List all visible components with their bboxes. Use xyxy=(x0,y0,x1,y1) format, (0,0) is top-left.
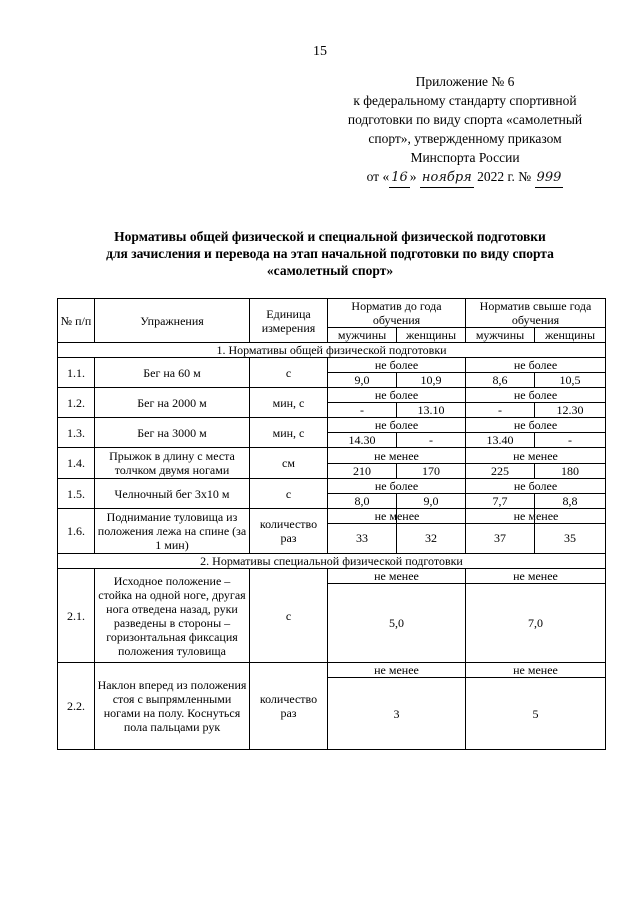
value-men: - xyxy=(328,403,397,418)
order-month: ноября xyxy=(420,168,474,188)
cell-value xyxy=(466,509,559,554)
value-women: 10,9 xyxy=(397,373,466,388)
condition-label: не менее xyxy=(328,569,466,584)
appendix-block xyxy=(330,72,600,188)
condition-label: не менее xyxy=(328,663,466,678)
order-year: 2022 г. № xyxy=(477,169,532,184)
value-men: 7,7 xyxy=(466,494,535,509)
order-number: 999 xyxy=(535,168,564,188)
condition-label: не более xyxy=(466,418,606,433)
value-men: 8,0 xyxy=(328,494,397,509)
header-women: женщины xyxy=(535,328,606,343)
condition-label: не менее xyxy=(328,509,466,524)
value-men: 14.30 xyxy=(328,433,397,448)
row-unit: количество раз xyxy=(250,509,328,554)
header-unit: Единица измерения xyxy=(250,299,328,343)
row-num: 1.4. xyxy=(58,448,95,479)
row-unit: с xyxy=(250,479,328,509)
page-number: 15 xyxy=(313,44,327,59)
value-men: 13.40 xyxy=(466,433,535,448)
value-women: 8,8 xyxy=(535,494,606,509)
value-over: 7,0 xyxy=(466,584,606,663)
row-num: 1.1. xyxy=(58,358,95,388)
title-line: «самолетный спорт» xyxy=(266,263,394,278)
condition-label: не более xyxy=(328,418,466,433)
condition-label: не менее xyxy=(466,509,606,524)
value-men: 9,0 xyxy=(328,373,397,388)
value-men: 225 xyxy=(466,464,535,479)
cell-value xyxy=(328,509,420,554)
section-title: 2. Нормативы специальной физической подготовки xyxy=(58,554,606,569)
row-exercise: Наклон вперед из положения стоя с выпрямленными ногами на полу. Коснуться пола пальцами рук xyxy=(95,663,250,750)
row-num: 1.3. xyxy=(58,418,95,448)
row-num: 1.6. xyxy=(58,509,95,554)
order-sep: » xyxy=(409,169,417,184)
appendix-line: Приложение № 6 xyxy=(415,74,515,89)
value-women: 32 xyxy=(425,531,437,545)
row-num: 2.1. xyxy=(58,569,95,663)
title-line: Нормативы общей физической и специальной физической подготовки xyxy=(114,229,546,244)
row-unit: количество раз xyxy=(250,663,328,750)
value-under: 5,0 xyxy=(328,584,466,663)
value-men: 37 xyxy=(494,531,506,545)
order-line xyxy=(330,167,600,188)
value-women: 35 xyxy=(564,531,576,545)
row-unit: мин, с xyxy=(250,418,328,448)
condition-label: не более xyxy=(466,479,606,494)
condition-label: не менее xyxy=(328,448,466,464)
title-line: для зачисления и перевода на этап начальной подготовки по виду спорта xyxy=(106,246,554,261)
value-women: 12.30 xyxy=(535,403,606,418)
row-num: 1.2. xyxy=(58,388,95,418)
condition-label: не более xyxy=(466,388,606,403)
value-women: 10,5 xyxy=(535,373,606,388)
value-over: 5 xyxy=(466,678,606,750)
value-women: 180 xyxy=(535,464,606,479)
header-women: женщины xyxy=(397,328,466,343)
header-exercise: Упражнения xyxy=(95,299,250,343)
value-women: 9,0 xyxy=(397,494,466,509)
order-prefix: от « xyxy=(366,169,390,184)
row-unit: см xyxy=(250,448,328,479)
value-women: 13.10 xyxy=(397,403,466,418)
row-exercise: Бег на 3000 м xyxy=(95,418,250,448)
row-exercise: Бег на 2000 м xyxy=(95,388,250,418)
condition-label: не менее xyxy=(466,569,606,584)
row-exercise: Исходное положение – стойка на одной ноге, другая нога отведена назад, руки разведены в стороны – горизонтальная фиксация положения туловища xyxy=(95,569,250,663)
value-women: 170 xyxy=(397,464,466,479)
row-num: 2.2. xyxy=(58,663,95,750)
header-norm-under: Норматив до года обучения xyxy=(328,299,466,328)
row-unit: с xyxy=(250,358,328,388)
order-day: 16 xyxy=(389,168,410,188)
document-title xyxy=(60,228,600,279)
condition-label: не менее xyxy=(466,448,606,464)
condition-label: не более xyxy=(328,388,466,403)
row-unit: с xyxy=(250,569,328,663)
norms-table xyxy=(57,298,606,750)
header-num: № п/п xyxy=(58,299,95,343)
appendix-line: к федеральному стандарту спортивной xyxy=(353,93,577,108)
value-men: 210 xyxy=(328,464,397,479)
value-under: 3 xyxy=(328,678,466,750)
value-men: 8,6 xyxy=(466,373,535,388)
row-num: 1.5. xyxy=(58,479,95,509)
header-men: мужчины xyxy=(466,328,535,343)
value-men: - xyxy=(466,403,535,418)
header-norm-over: Норматив свыше года обучения xyxy=(466,299,606,328)
header-men: мужчины xyxy=(328,328,397,343)
condition-label: не менее xyxy=(466,663,606,678)
row-exercise: Поднимание туловища из положения лежа на спине (за 1 мин) xyxy=(95,509,250,554)
condition-label: не более xyxy=(466,358,606,373)
appendix-line: подготовки по виду спорта «самолетный xyxy=(347,112,583,127)
value-men: 33 xyxy=(356,531,368,545)
row-exercise: Бег на 60 м xyxy=(95,358,250,388)
condition-label: не более xyxy=(328,358,466,373)
condition-label: не более xyxy=(328,479,466,494)
value-women: - xyxy=(397,433,466,448)
row-unit: мин, с xyxy=(250,388,328,418)
appendix-line: спорт», утвержденному приказом xyxy=(368,131,562,146)
appendix-line: Минспорта России xyxy=(410,150,520,165)
section-title: 1. Нормативы общей физической подготовки xyxy=(58,343,606,358)
row-exercise: Прыжок в длину с места толчком двумя ногами xyxy=(95,448,250,479)
row-exercise: Челночный бег 3х10 м xyxy=(95,479,250,509)
value-women: - xyxy=(535,433,606,448)
